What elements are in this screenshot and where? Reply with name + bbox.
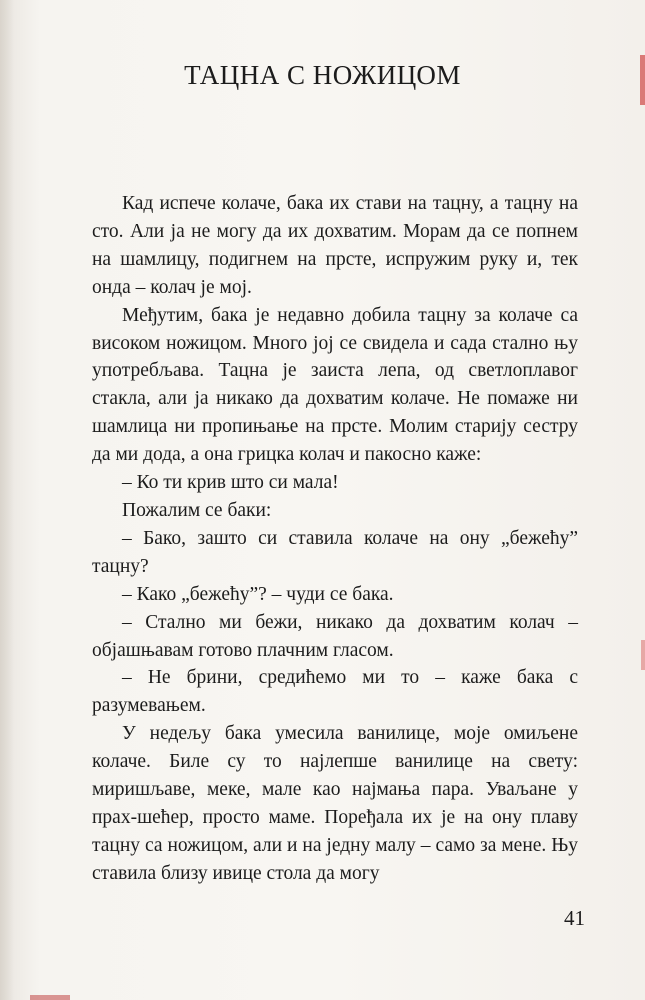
- chapter-title: ТАЦНА С НОЖИЦОМ: [184, 60, 461, 90]
- chapter-body: [92, 190, 578, 888]
- page-edge-mark: [30, 995, 70, 1000]
- paragraph: У недељу бака умесила ванилице, моје омиљене колаче. Биле су то најлепше ванилице на свету: миришљаве, меке, мале као најмања пара. Уваљане у прах-шећер, просто маме. Поређала их је на ону плаву тацну са ножицом, али и на једну малу – само за мене. Њу ставила близу ивице стола да могу: [92, 723, 578, 884]
- paragraph: – Како „бежећу”? – чуди се бака.: [122, 583, 394, 605]
- page-number: 41: [564, 906, 585, 930]
- paragraph: – Бако, зашто си ставила колаче на ону „бежећу” тацну?: [92, 527, 578, 577]
- paragraph: Пожалим се баки:: [122, 499, 272, 521]
- paragraph: Кад испече колаче, бака их стави на тацну, а тацну на сто. Али ја не могу да их дохватим. Морам да се попнем на шамлицу, подигнем на прсте, испружим руку и, тек онда – колач је мој.: [92, 193, 578, 298]
- paragraph: – Не брини, средићемо ми то – каже бака с разумевањем.: [92, 667, 578, 717]
- paragraph: Међутим, бака је недавно добила тацну за колаче са високом ножицом. Много јој се свидела и сада стално њу употребљава. Тацна је заиста лепа, од светлоплавог стакла, али ја никако да дохватим колаче. Не помаже ни шамлица ни пропињање на прсте. Молим старију сестру да ми дода, а она грицка колач и пакосно каже:: [92, 304, 578, 466]
- page-spine-shadow: [0, 0, 14, 1000]
- page-edge-mark: [641, 640, 645, 670]
- paragraph: – Стално ми бежи, никако да дохватим колач – објашњавам готово плачним гласом.: [92, 611, 578, 661]
- paragraph: – Ко ти крив што си мала!: [122, 472, 339, 494]
